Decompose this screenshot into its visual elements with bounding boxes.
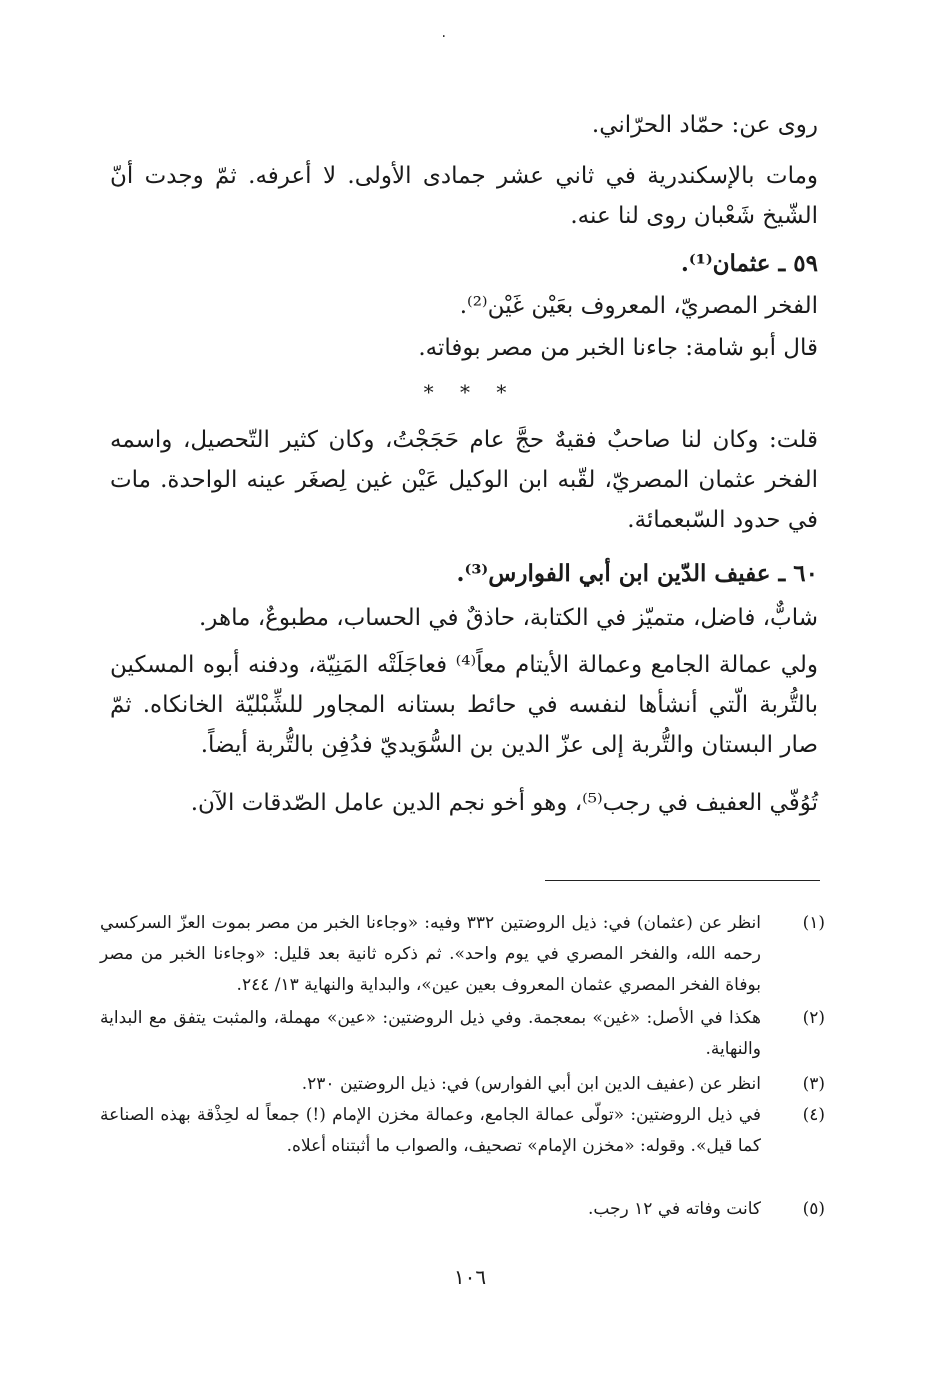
footnote-number: (٣) xyxy=(802,1074,825,1094)
paragraph-5: قلت: وكان لنا صاحبٌ فقيهٌ حجَّ عام حَجَجْتُ، وكان كثير التّحصيل، واسمه الفخر عثمان المصريّ، لقّبه ابن الوكيل عَيْن غين لِصغَر عينه الواحدة. مات في حدود السّبعمائة. xyxy=(110,427,818,533)
entry-59-heading: ٥٩ ـ عثمان⁽¹⁾. xyxy=(680,250,818,277)
footnote-text: انظر عن (عفيف الدين ابن أبي الفوارس) في: ذيل الروضتين ٢٣٠. xyxy=(301,1074,761,1094)
footnote-number: (١) xyxy=(802,913,825,933)
footnote-text: انظر عن (عثمان) في: ذيل الروضتين ٣٣٢ وفيه: «وجاءنا الخبر من مصر بموت العزّ السركسي رحمه الله، والفخر المصري في يوم واحد». ثم ذكره ثانية بعد قليل: «وجاءنا الخبر من مصر بوفاة الفخر المصري عثمان المعروف بعين عين»، والبداية والنهاية ١٣/ ٢٤٤. xyxy=(100,913,761,995)
paragraph-3: الفخر المصريّ، المعروف بعَيْن غَيْن⁽²⁾. xyxy=(459,293,818,319)
footnote-1 xyxy=(100,908,825,1001)
footnote-3 xyxy=(100,1069,825,1100)
footnote-text: كانت وفاته في ١٢ رجب. xyxy=(587,1199,761,1219)
paragraph-2: ومات بالإسكندرية في ثاني عشر جمادى الأولى. لا أعرفه. ثمّ وجدت أنّ الشّيخ شَعْبان روى لنا عنه. xyxy=(110,163,818,229)
page-number: ١٠٦ xyxy=(453,1265,487,1289)
paragraph-1: روى عن: حمّاد الحرّاني. xyxy=(591,112,818,138)
footnote-text: في ذيل الروضتين: «تولّى عمالة الجامع، وعمالة مخزن الإمام (!) جمعاً له لحِذْقة بهذه الصناعة كما قيل». وقوله: «مخزن الإمام» تصحيف، والصواب ما أثبتناه أعلاه. xyxy=(100,1105,761,1156)
paragraph-8: تُوُفّي العفيف في رجب⁽⁵⁾، وهو أخو نجم الدين عامل الصّدقات الآن. xyxy=(190,790,818,816)
footnote-divider xyxy=(545,880,820,881)
footnote-number: (٤) xyxy=(802,1105,825,1125)
footnote-number: (٢) xyxy=(802,1008,825,1028)
paragraph-4: قال أبو شامة: جاءنا الخبر من مصر بوفاته. xyxy=(418,335,818,361)
paragraph-6: شابٌّ، فاضل، متميّز في الكتابة، حاذقٌ في الحساب، مطبوعٌ، ماهر. xyxy=(198,605,818,631)
footnote-2 xyxy=(100,1003,825,1065)
footnote-text: هكذا في الأصل: «غين» بمعجمة. وفي ذيل الروضتين: «عين» مهملة، والمثبت يتفق مع البداية والنهاية. xyxy=(100,1008,761,1059)
paragraph-7: ولي عمالة الجامع وعمالة الأيتام معاً⁽⁴⁾ فعاجَلَتْه المَنِيّة، ودفنه أبوه المسكين بالتُّربة الّتي أنشأها لنفسه في حائط بستانه المجاور للشِّبْليّة الخانكاه. ثمّ صار البستان والتُّربة إلى عزّ الدين بن السُّوَيديّ فدُفِن بالتُّربة أيضاً. xyxy=(110,652,818,758)
footnote-4 xyxy=(100,1100,825,1162)
footnote-5 xyxy=(100,1194,825,1225)
entry-60-heading: ٦٠ ـ عفيف الدّين ابن أبي الفوارس⁽³⁾. xyxy=(456,560,818,587)
footnote-number: (٥) xyxy=(802,1199,825,1219)
section-separator: * * * xyxy=(423,380,517,404)
top-mark: ٠ xyxy=(440,28,448,44)
